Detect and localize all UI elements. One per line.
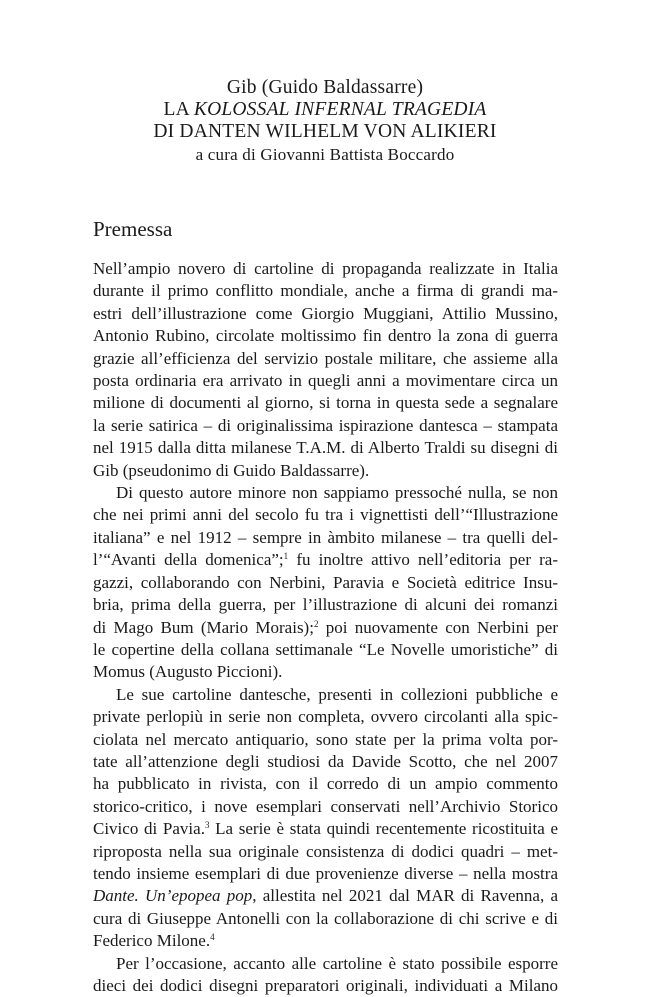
text-segment: l’“Avanti della domenica”; bbox=[93, 550, 284, 570]
text-line: italiana” e nel 1912 – sempre in àmbito milanese – tra quelli del- bbox=[93, 527, 558, 547]
text-line: tate all’attenzione degli studiosi da Davide Scotto, che nel 2007 bbox=[93, 751, 558, 771]
text-line: nel 1915 dalla ditta milanese T.A.M. di Alberto Traldi su disegni di bbox=[93, 438, 558, 458]
paragraph-2 bbox=[93, 482, 558, 684]
text-line: milione di documenti al giorno, si torna in questa sede a segnalare bbox=[93, 393, 558, 413]
text-line: Gib (pseudonimo di Guido Baldassarre). bbox=[93, 460, 370, 480]
section-title: Premessa bbox=[93, 217, 173, 241]
footnote-ref-1[interactable]: 1 bbox=[283, 551, 289, 562]
paragraph-3 bbox=[93, 684, 558, 953]
text-line: grazie all’efficienza del servizio postale militare, che assieme alla bbox=[93, 348, 558, 368]
text-line: Antonio Rubino, circolate moltissimo fin dentro la zona di guerra bbox=[93, 326, 558, 346]
text-line: tendo insieme esemplari di due provenienze diverse – nella mostra bbox=[93, 863, 558, 883]
text-line: estri dell’illustrazione come Giorgio Muggiani, Attilio Mussino, bbox=[93, 303, 558, 323]
text-line: storico-critico, i nove esemplari conservati nell’Archivio Storico bbox=[93, 796, 558, 816]
title-line-2: DI DANTEN WILHELM VON ALIKIERI bbox=[153, 121, 497, 142]
text-line: Nell’ampio novero di cartoline di propaganda realizzate in Italia bbox=[93, 259, 558, 278]
footnote-ref-3[interactable]: 3 bbox=[204, 820, 210, 831]
chapter-header bbox=[0, 77, 650, 166]
title-line-1 bbox=[0, 99, 650, 121]
text-line: ciolata nel mercato antiquario, sono state per la prima volta por- bbox=[93, 729, 558, 749]
text-line bbox=[93, 549, 558, 571]
text-line: bria, prima della guerra, per l’illustrazione di alcuni dei romanzi bbox=[93, 595, 558, 615]
title-italic: KOLOSSAL INFERNAL TRAGEDIA bbox=[193, 99, 487, 120]
text-segment: Civico di Pavia. bbox=[93, 819, 205, 839]
exhibition-title: Dante. Un’epopea pop bbox=[93, 886, 253, 906]
text-line: Le sue cartoline dantesche, presenti in collezioni pubbliche e bbox=[116, 684, 558, 704]
text-line bbox=[93, 885, 558, 907]
text-line: le copertine della collana settimanale “Le Novelle umoristiche” di bbox=[93, 639, 558, 659]
text-line: Momus (Augusto Piccioni). bbox=[93, 662, 283, 682]
text-segment: poi nuovamente con Nerbini per bbox=[318, 617, 558, 637]
text-line: ha pubblicato in rivista, con il corredo di un ampio commento bbox=[93, 774, 558, 794]
text-line: durante il primo conflitto mondiale, anche a firma di grandi ma- bbox=[93, 281, 558, 301]
text-line: la serie satirica – di originalissima ispirazione dantesca – stampata bbox=[93, 415, 558, 435]
title-prefix: LA bbox=[163, 99, 194, 120]
body-text bbox=[93, 258, 558, 997]
text-line bbox=[93, 617, 558, 639]
editor-line: a cura di Giovanni Battista Boccardo bbox=[195, 145, 455, 164]
text-line: dieci dei dodici disegni preparatori originali, individuati a Milano bbox=[93, 976, 558, 995]
text-line bbox=[93, 818, 558, 840]
text-line: posta ordinaria era arrivato in quegli anni a movimentare circa un bbox=[93, 371, 558, 391]
paragraph-1 bbox=[93, 258, 558, 482]
text-segment: fu inoltre attivo nell’editoria per ra- bbox=[288, 550, 559, 570]
text-segment: , allestita nel 2021 dal MAR di Ravenna, a bbox=[252, 886, 558, 906]
footnote-ref-4[interactable]: 4 bbox=[210, 932, 215, 943]
text-line: Per l’occasione, accanto alle cartoline è stato possibile esporre bbox=[116, 953, 558, 973]
author-line: Gib (Guido Baldassarre) bbox=[226, 77, 424, 98]
text-segment: Federico Milone. bbox=[93, 931, 211, 951]
text-line: riproposta nella sua originale consistenza di dodici quadri – met- bbox=[93, 841, 558, 861]
text-segment: La serie è stata quindi recentemente ricostituita e bbox=[209, 819, 558, 839]
text-line: gazzi, collaborando con Nerbini, Paravia e Società editrice Insu- bbox=[93, 572, 558, 592]
text-line: Di questo autore minore non sappiamo pressoché nulla, se non bbox=[116, 483, 558, 503]
text-line bbox=[93, 930, 558, 952]
text-segment: di Mago Bum (Mario Morais); bbox=[93, 617, 314, 637]
footnote-ref-2[interactable]: 2 bbox=[313, 618, 319, 629]
text-line: che nei primi anni del secolo fu tra i vignettisti dell’“Illustrazione bbox=[93, 505, 558, 525]
text-line: cura di Giuseppe Antonelli con la collaborazione di chi scrive e di bbox=[93, 908, 558, 928]
text-line: private perlopiù in serie non completa, ovvero circolanti alla spic- bbox=[93, 707, 558, 727]
